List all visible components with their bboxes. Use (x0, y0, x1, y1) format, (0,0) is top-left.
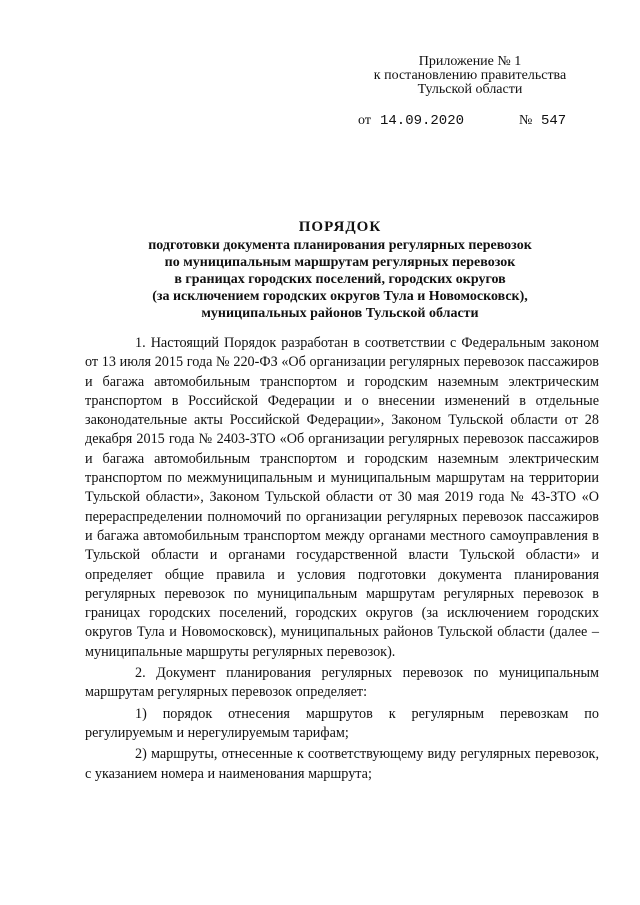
document-title (80, 219, 600, 322)
title-line: подготовки документа планирования регулярных перевозок (148, 238, 532, 253)
decree-reference (358, 113, 567, 129)
title-main: ПОРЯДОК (298, 219, 382, 235)
paragraph-2: 2. Документ планирования регулярных перевозок по муниципальным маршрутам регулярных перевозок определяет: (85, 665, 599, 701)
document-body (85, 334, 599, 784)
title-line: (за исключением городских округов Тула и Новомосковск), (152, 289, 528, 304)
number-sign: № (519, 113, 533, 128)
decree-date: 14.09.2020 (380, 113, 465, 129)
title-line: муниципальных районов Тульской области (201, 306, 479, 321)
date-prefix: от (358, 113, 371, 128)
paragraph-2-item-1: 1) порядок отнесения маршрутов к регулярным перевозкам по регулируемым и нерегулируемым тарифам; (85, 705, 599, 741)
title-line: в границах городских поселений, городских округов (174, 272, 506, 287)
appendix-decree-ref: к постановлению правительства (373, 68, 567, 83)
title-line: по муниципальным маршрутам регулярных перевозок (164, 255, 516, 270)
appendix-title: Приложение № 1 (418, 54, 522, 69)
paragraph-2-item-2: 2) маршруты, отнесенные к соответствующему виду регулярных перевозок, с указанием номера и наименования маршрута; (85, 746, 599, 782)
appendix-header (350, 55, 590, 97)
decree-number: 547 (541, 113, 567, 129)
paragraph-1: 1. Настоящий Порядок разработан в соответствии с Федеральным законом от 13 июля 2015 года № 220-ФЗ «Об организации регулярных перевозок пассажиров и багажа автомобильным транспортом и городским наземным электрическим транспортом в Российской Федерации и о внесении изменений в отдельные законодательные акты Российской Федерации», Законом Тульской области от 28 декабря 2015 года № 2403-ЗТО «Об организации регулярных перевозок пассажиров и багажа автомобильным транспортом и городским наземным электрическим транспортом по межмуниципальным и муниципальным маршрутам на территории Тульской области», Законом Тульской области от 30 мая 2019 года № 43-ЗТО «О перераспределении полномочий по организации регулярных перевозок пассажиров и багажа автомобильным транспортом между органами местного самоуправления в Тульской области и органами государственной власти Тульской области» и определяет общие правила и условия подготовки документа планирования регулярных перевозок по муниципальным маршрутам регулярных перевозок в границах городских поселений, городских округов (за исключением городских округов Тула и Новомосковск), муниципальных районов Тульской области (далее – муниципальные маршруты регулярных перевозок). (85, 335, 599, 660)
appendix-region: Тульской области (417, 82, 523, 97)
